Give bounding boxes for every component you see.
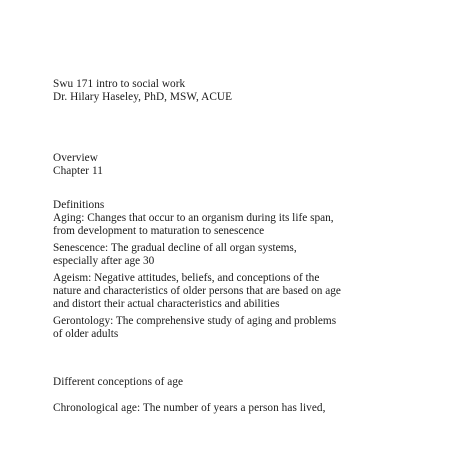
definition-ageism-line: and distort their actual characteristics and abilities [53, 298, 280, 310]
definitions-heading: Definitions [53, 199, 105, 211]
chronological-age-definition: Chronological age: The number of years a person has lived, [53, 402, 326, 414]
definition-senescence [53, 242, 297, 268]
definition-aging [53, 212, 334, 238]
definition-ageism-line: nature and characteristics of older persons that are based on age [53, 285, 341, 297]
definition-gerontology-line: Gerontology: The comprehensive study of aging and problems [53, 315, 337, 327]
definition-ageism [53, 272, 341, 311]
definition-aging-line: Aging: Changes that occur to an organism during its life span, [53, 212, 334, 224]
overview-heading: Overview [53, 152, 98, 164]
conceptions-heading: Different conceptions of age [53, 376, 184, 388]
definition-gerontology-line: of older adults [53, 328, 119, 340]
definition-senescence-line: Senescence: The gradual decline of all organ systems, [53, 242, 297, 254]
definition-aging-line: from development to maturation to senescence [53, 225, 265, 237]
instructor-name: Dr. Hilary Haseley, PhD, MSW, ACUE [53, 91, 233, 103]
course-title: Swu 171 intro to social work [53, 78, 186, 90]
definition-senescence-line: especially after age 30 [53, 255, 155, 267]
chapter-label: Chapter 11 [53, 165, 103, 177]
definition-gerontology [53, 315, 336, 341]
definition-ageism-line: Ageism: Negative attitudes, beliefs, and conceptions of the [53, 272, 320, 284]
